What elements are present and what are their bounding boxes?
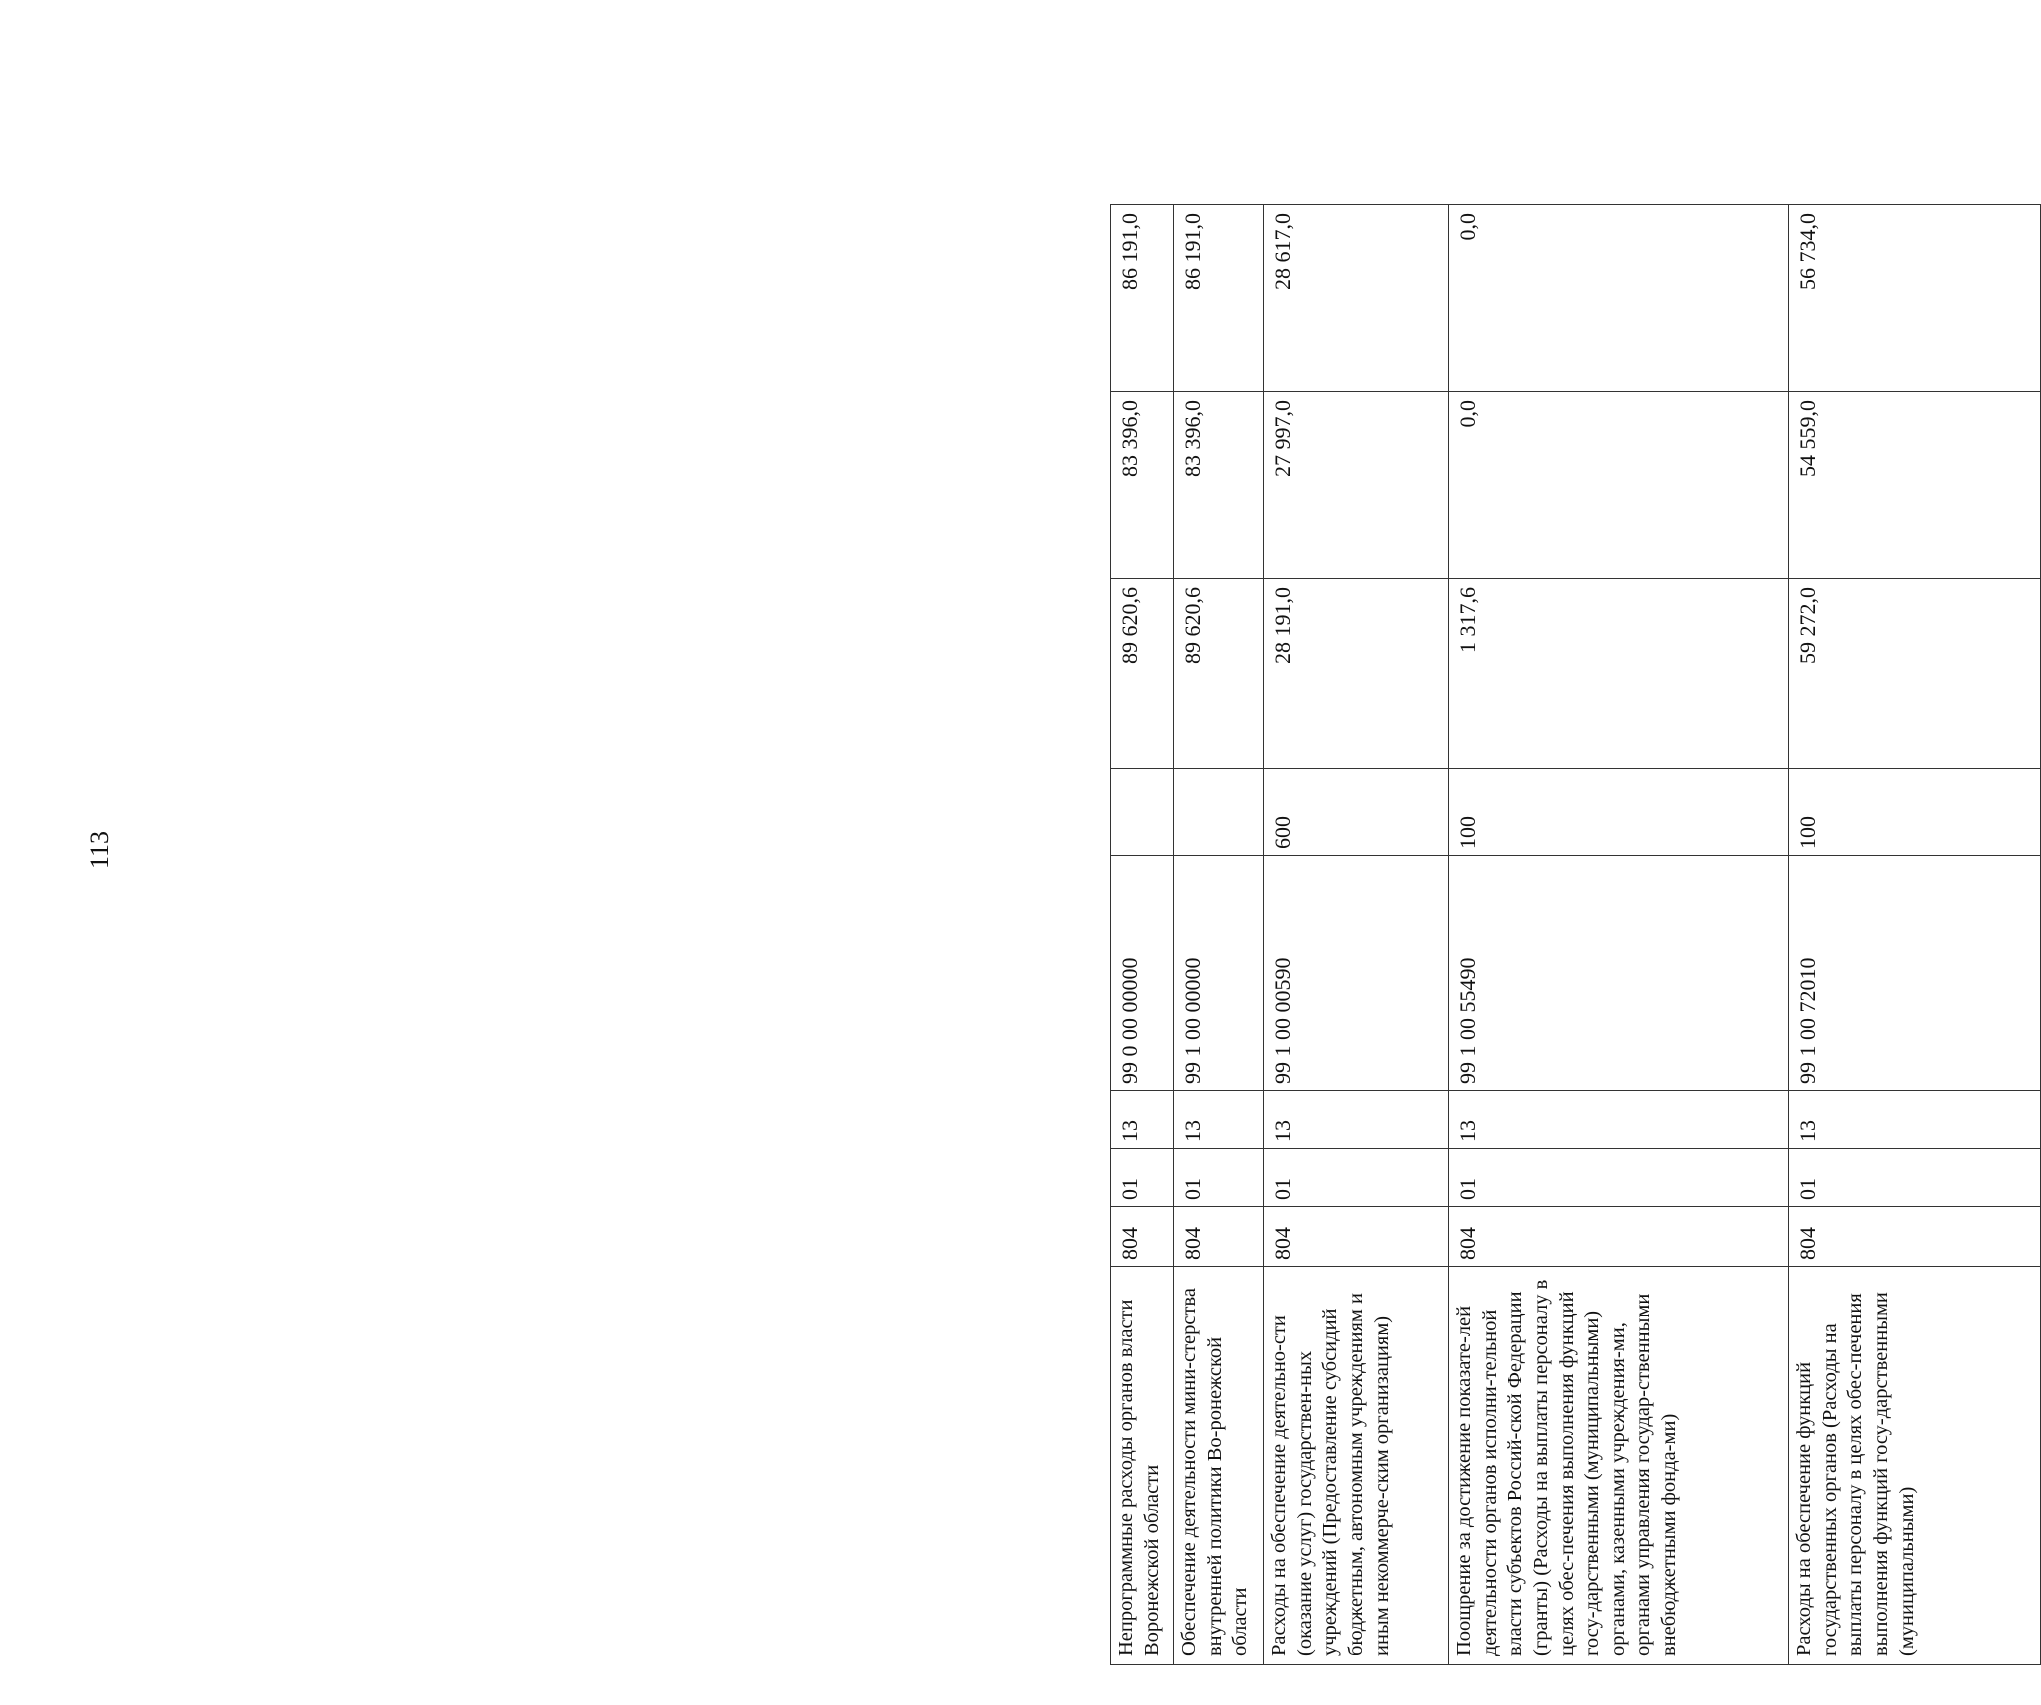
value-2021-cell: 0,0 <box>1449 205 1789 392</box>
value-2019-cell: 1 317,6 <box>1449 579 1789 769</box>
pr-cell: 13 <box>1789 1091 2041 1149</box>
value-2020-cell: 0,0 <box>1449 392 1789 579</box>
grbs-cell: 804 <box>1174 1207 1264 1267</box>
page-number: 113 <box>85 830 114 870</box>
value-2021-cell: 86 191,0 <box>1111 205 1174 392</box>
grbs-cell: 804 <box>1449 1207 1789 1267</box>
row-name-cell: Расходы на обеспечение деятельно-сти (оказание услуг) государствен-ных учреждений (Предоставление субсидий бюджетным, автономным учреждениям и иным некоммерче-ским организациям) <box>1264 1267 1449 1665</box>
rz-cell: 01 <box>1789 1149 2041 1207</box>
vr-cell: 100 <box>1789 769 2041 856</box>
vr-cell <box>1111 769 1174 856</box>
row-name-cell: Расходы на обеспечение функций государственных органов (Расходы на выплаты персоналу в целях обес-печения выполнения функций госу-дарственными (муниципальными) <box>1789 1267 2041 1665</box>
table-row <box>1111 205 1174 1665</box>
pr-cell: 13 <box>1264 1091 1449 1149</box>
pr-cell: 13 <box>1449 1091 1789 1149</box>
table-row <box>1789 205 2041 1665</box>
rz-cell: 01 <box>1111 1149 1174 1207</box>
value-2021-cell: 56 734,0 <box>1789 205 2041 392</box>
value-2019-cell: 28 191,0 <box>1264 579 1449 769</box>
vr-cell <box>1174 769 1264 856</box>
row-name-cell: Поощрение за достижение показате-лей деятельности органов исполни-тельной власти субъектов Россий-ской Федерации (гранты) (Расходы на выплаты персоналу в целях обес-печения выполнения функций госу-дарственными (муниципальными) органами, казенными учреждения-ми, органами управления государ-ственными внебюджетными фонда-ми) <box>1449 1267 1789 1665</box>
table-row <box>1264 205 1449 1665</box>
value-2020-cell: 27 997,0 <box>1264 392 1449 579</box>
value-2020-cell: 83 396,0 <box>1174 392 1264 579</box>
budget-table-container <box>1110 205 2040 1665</box>
value-2019-cell: 59 272,0 <box>1789 579 2041 769</box>
rz-cell: 01 <box>1174 1149 1264 1207</box>
row-name-cell: Непрограммные расходы органов власти Воронежской области <box>1111 1267 1174 1665</box>
pr-cell: 13 <box>1111 1091 1174 1149</box>
vr-cell: 600 <box>1264 769 1449 856</box>
table-row <box>1174 205 1264 1665</box>
csr-cell: 99 1 00 00590 <box>1264 856 1449 1091</box>
row-name-cell: Обеспечение деятельности мини-стерства внутренней политики Во-ронежской области <box>1174 1267 1264 1665</box>
grbs-cell: 804 <box>1264 1207 1449 1267</box>
pr-cell: 13 <box>1174 1091 1264 1149</box>
csr-cell: 99 1 00 00000 <box>1174 856 1264 1091</box>
vr-cell: 100 <box>1449 769 1789 856</box>
value-2019-cell: 89 620,6 <box>1111 579 1174 769</box>
value-2020-cell: 54 559,0 <box>1789 392 2041 579</box>
budget-table <box>1110 204 2041 1665</box>
rz-cell: 01 <box>1264 1149 1449 1207</box>
rz-cell: 01 <box>1449 1149 1789 1207</box>
csr-cell: 99 1 00 55490 <box>1449 856 1789 1091</box>
value-2019-cell: 89 620,6 <box>1174 579 1264 769</box>
value-2020-cell: 83 396,0 <box>1111 392 1174 579</box>
grbs-cell: 804 <box>1111 1207 1174 1267</box>
csr-cell: 99 1 00 72010 <box>1789 856 2041 1091</box>
csr-cell: 99 0 00 00000 <box>1111 856 1174 1091</box>
grbs-cell: 804 <box>1789 1207 2041 1267</box>
table-row <box>1449 205 1789 1665</box>
value-2021-cell: 86 191,0 <box>1174 205 1264 392</box>
value-2021-cell: 28 617,0 <box>1264 205 1449 392</box>
